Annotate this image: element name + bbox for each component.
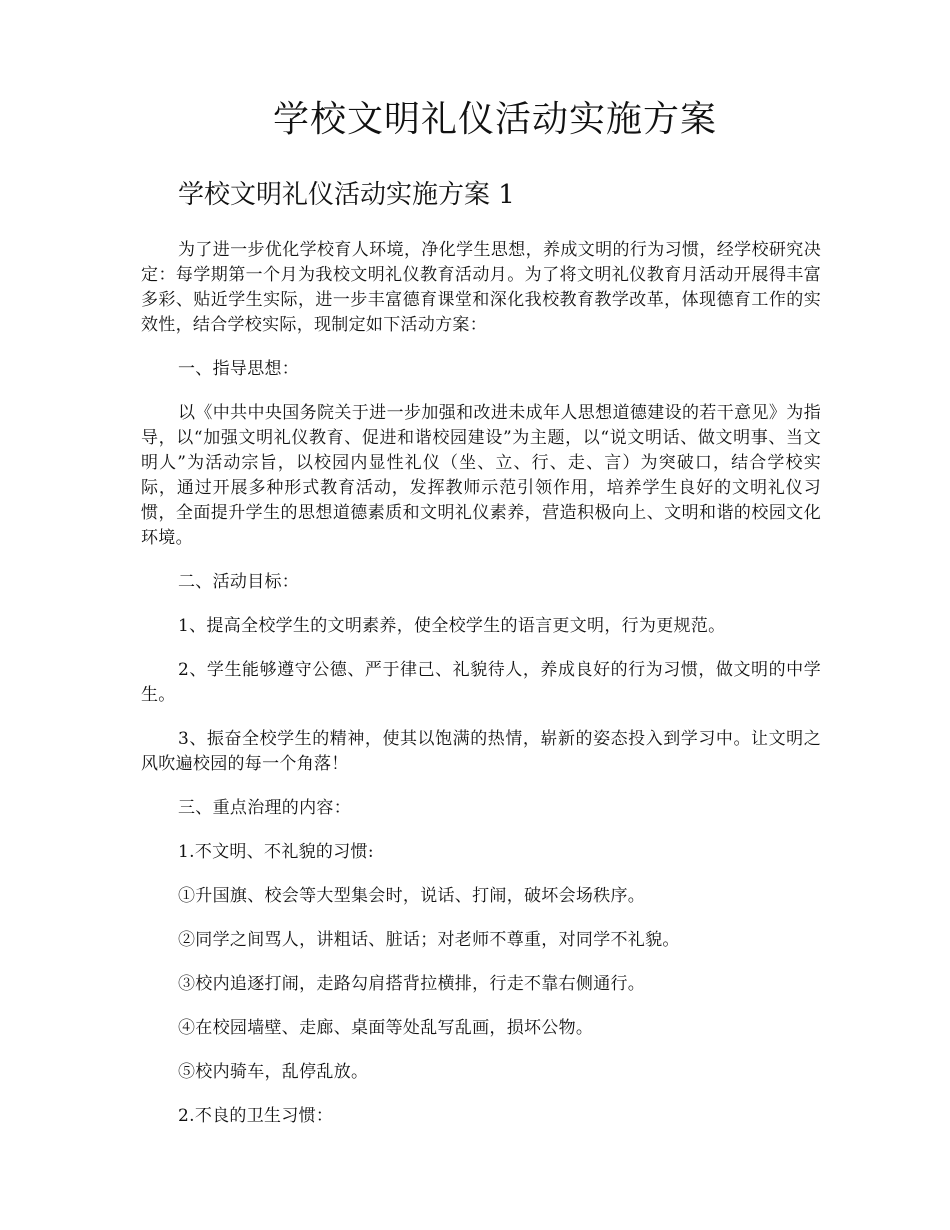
list-item: ③校内追逐打闹，走路勾肩搭背拉横排，行走不靠右侧通行。 [178, 974, 646, 994]
heading-key-governance: 三、重点治理的内容： [178, 798, 351, 818]
intro-paragraph: 为了进一步优化学校育人环境，净化学生思想，养成文明的行为习惯，经学校研究决定：每学期第一个月为我校文明礼仪教育活动月。为了将文明礼仪教育月活动开展得丰富多彩、贴近学生实际，进一步丰富德育课堂和深化我校教育教学改革，体现德育工作的实效性，结合学校实际，现制定如下活动方案： [141, 240, 821, 335]
goal-item-2: 2、学生能够遵守公德、严于律己、礼貌待人，养成良好的行为习惯，做文明的中学生。 [141, 660, 821, 705]
list-item: ⑤校内骑车，乱停乱放。 [178, 1062, 369, 1082]
guiding-ideology-paragraph: 以《中共中央国务院关于进一步加强和改进未成年人思想道德建设的若干意见》为指导，以“加强文明礼仪教育、促进和谐校园建设”为主题，以“说文明话、做文明事、当文明人”为活动宗旨，以校园内显性礼仪（坐、立、行、走、言）为突破口，结合学校实际，通过开展多种形式教育活动，发挥教师示范引领作用，培养学生良好的文明礼仪习惯，全面提升学生的思想道德素质和文明礼仪素养，营造积极向上、文明和谐的校园文化环境。 [141, 403, 821, 548]
goal-item-1: 1、提高全校学生的文明素养，使全校学生的语言更文明，行为更规范。 [178, 616, 726, 636]
goal-item-3: 3、振奋全校学生的精神，使其以饱满的热情，崭新的姿态投入到学习中。让文明之风吹遍校园的每一个角落！ [141, 729, 821, 774]
heading-guiding-ideology: 一、指导思想： [178, 359, 300, 379]
subheading-hygiene-habits: 2.不良的卫生习惯： [178, 1106, 334, 1126]
section-title: 学校文明礼仪活动实施方案 1 [178, 180, 515, 210]
list-item: ④在校园墙壁、走廊、桌面等处乱写乱画，损坏公物。 [178, 1018, 594, 1038]
list-item: ①升国旗、校会等大型集会时，说话、打闹，破坏会场秩序。 [178, 886, 646, 906]
subheading-uncivil-habits: 1.不文明、不礼貌的习惯: [178, 842, 374, 862]
list-item: ②同学之间骂人，讲粗话、脏话；对老师不尊重，对同学不礼貌。 [178, 930, 680, 950]
document-title: 学校文明礼仪活动实施方案 [272, 99, 717, 140]
document-body [141, 238, 821, 1148]
heading-activity-goals: 二、活动目标： [178, 572, 300, 592]
